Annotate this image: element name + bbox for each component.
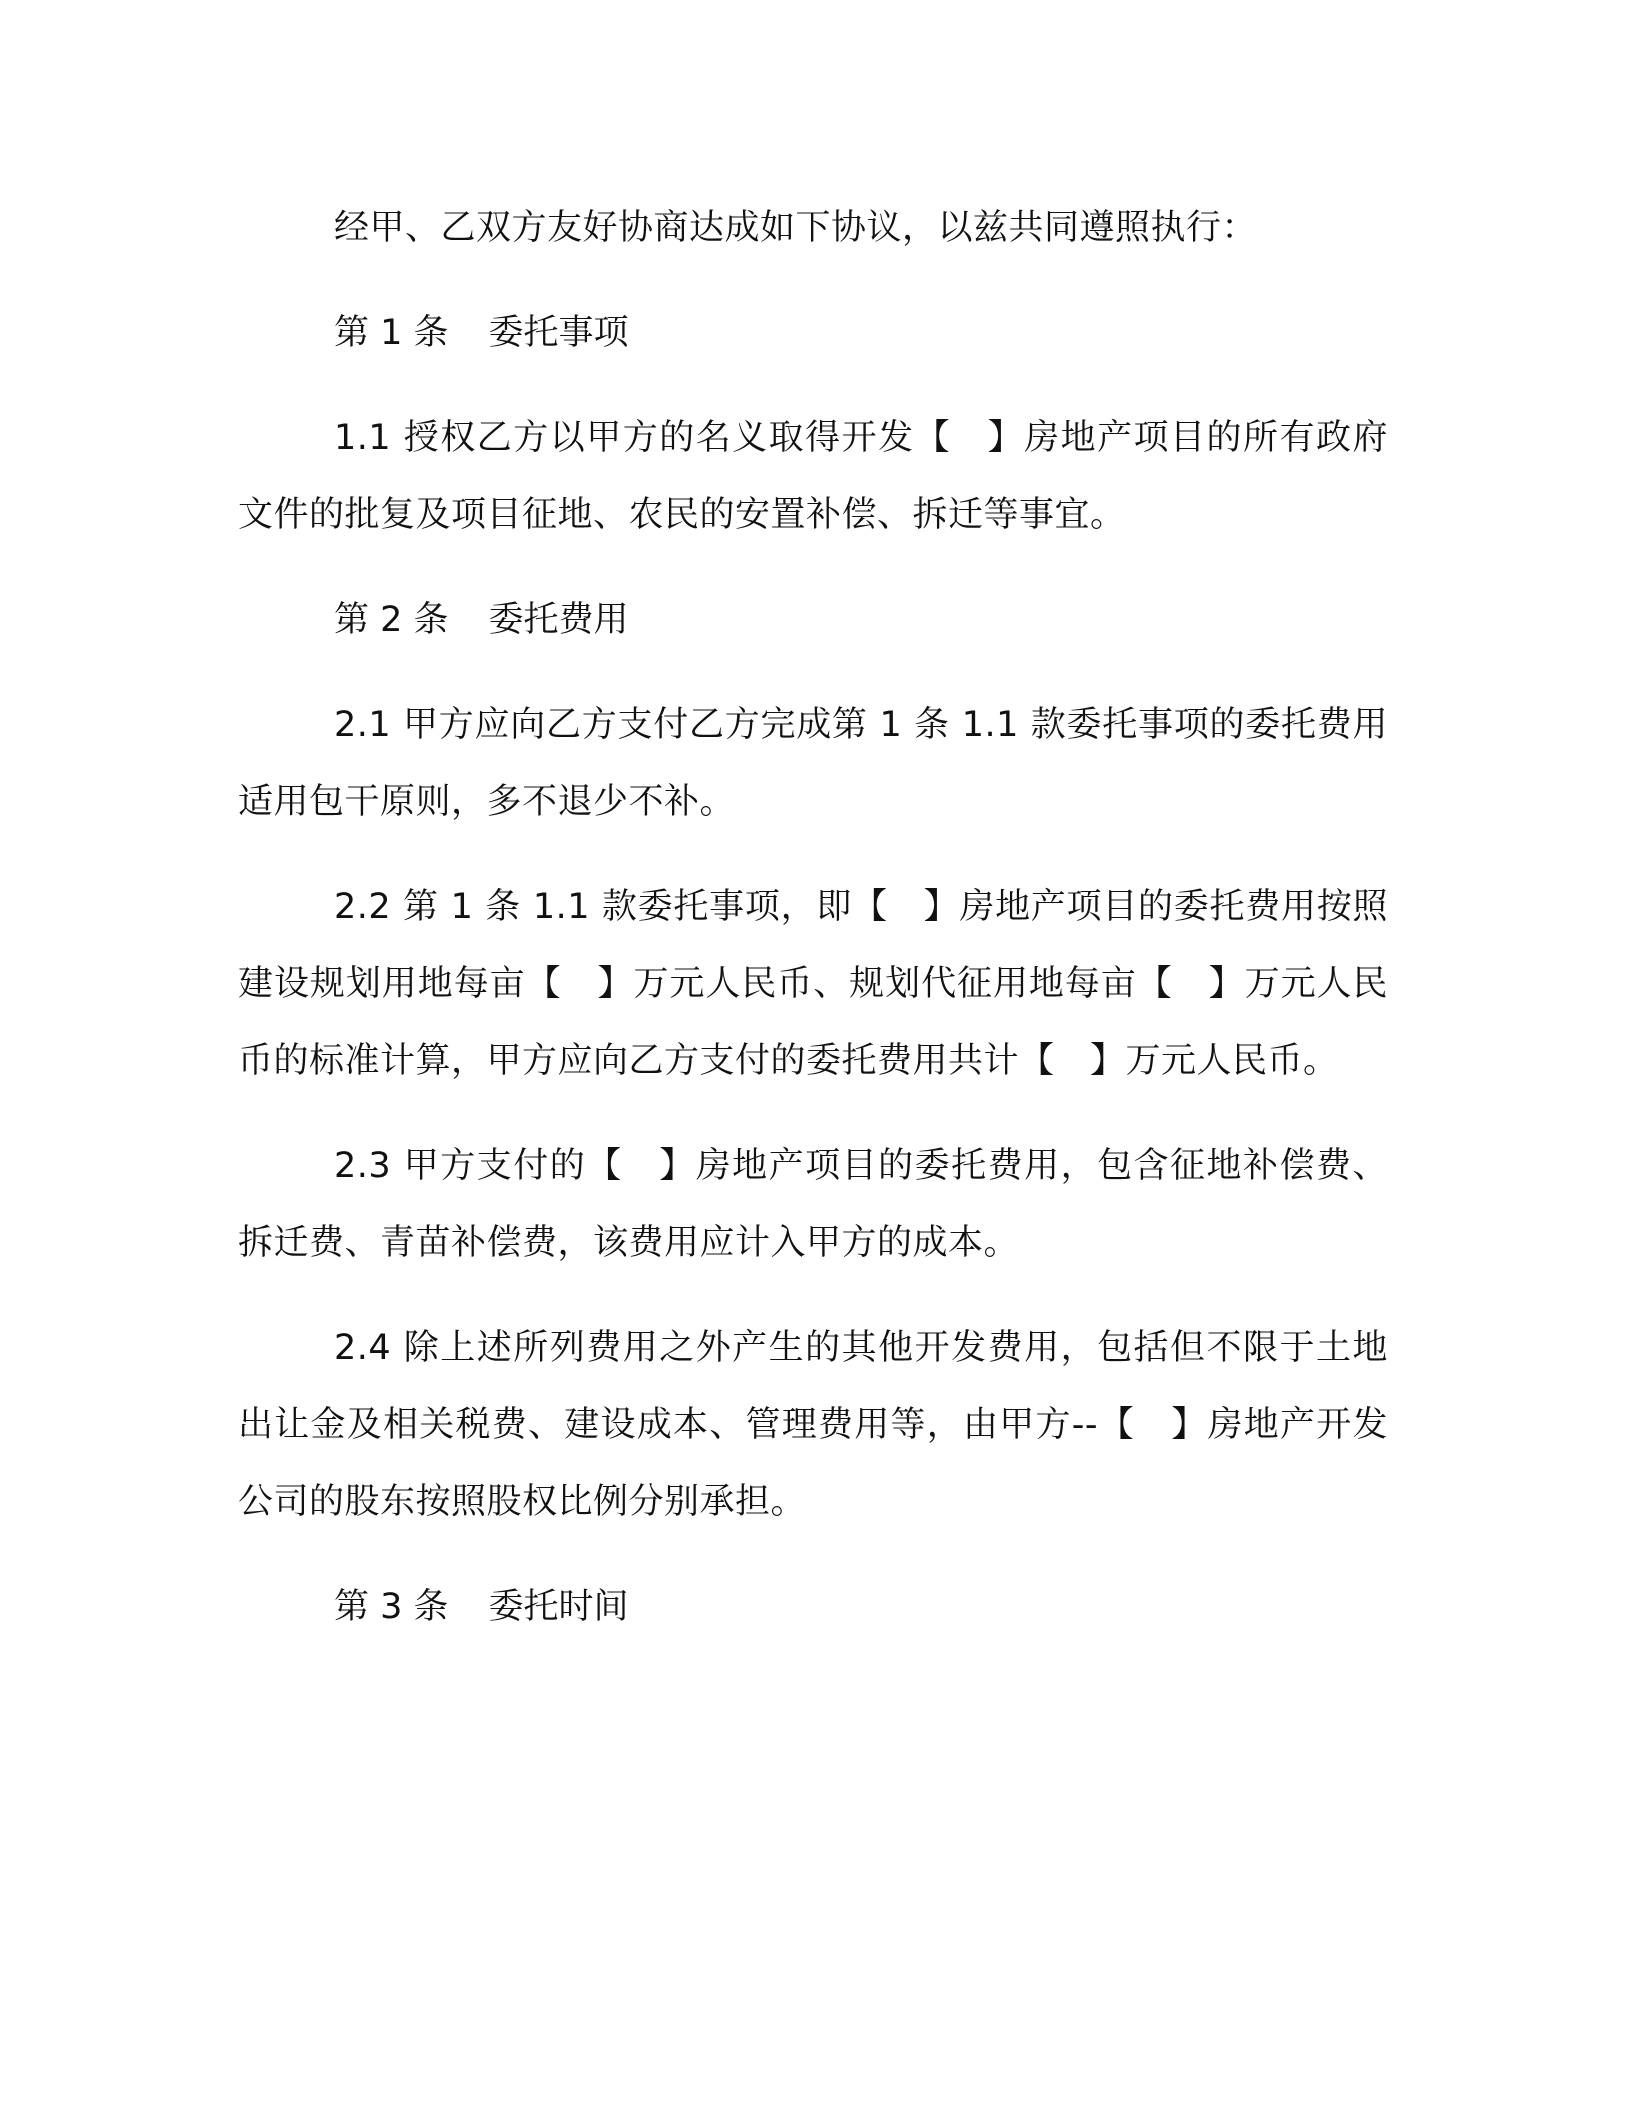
article-1-heading bbox=[238, 295, 1388, 372]
clause-2-3: 2.3 甲方支付的【 】房地产项目的委托费用，包含征地补偿费、拆迁费、青苗补偿费，该费用应计入甲方的成本。 bbox=[238, 1146, 1388, 1263]
clause-2-4: 2.4 除上述所列费用之外产生的其他开发费用，包括但不限于土地出让金及相关税费、建设成本、管理费用等，由甲方--【 】房地产开发公司的股东按照股权比例分别承担。 bbox=[238, 1328, 1388, 1522]
document-body bbox=[238, 190, 1388, 1674]
article-1-number: 第 1 条 bbox=[334, 313, 449, 353]
article-3-number: 第 3 条 bbox=[334, 1587, 449, 1627]
intro-paragraph: 经甲、乙双方友好协商达成如下协议，以兹共同遵照执行： bbox=[334, 208, 1258, 248]
article-2-title: 委托费用 bbox=[488, 600, 629, 640]
clause-1-1: 1.1 授权乙方以甲方的名义取得开发【 】房地产项目的所有政府文件的批复及项目征地、农民的安置补偿、拆迁等事宜。 bbox=[238, 418, 1388, 535]
clause-2-1: 2.1 甲方应向乙方支付乙方完成第 1 条 1.1 款委托事项的委托费用适用包干原则，多不退少不补。 bbox=[238, 705, 1388, 822]
article-3-heading bbox=[238, 1569, 1388, 1646]
article-3-title: 委托时间 bbox=[488, 1587, 629, 1627]
article-1-title: 委托事项 bbox=[488, 313, 629, 353]
article-2-heading bbox=[238, 582, 1388, 659]
clause-2-2: 2.2 第 1 条 1.1 款委托事项，即【 】房地产项目的委托费用按照建设规划用地每亩【 】万元人民币、规划代征用地每亩【 】万元人民币的标准计算，甲方应向乙方支付的委托费用共计【 】万元人民币。 bbox=[238, 887, 1388, 1081]
article-2-number: 第 2 条 bbox=[334, 600, 449, 640]
